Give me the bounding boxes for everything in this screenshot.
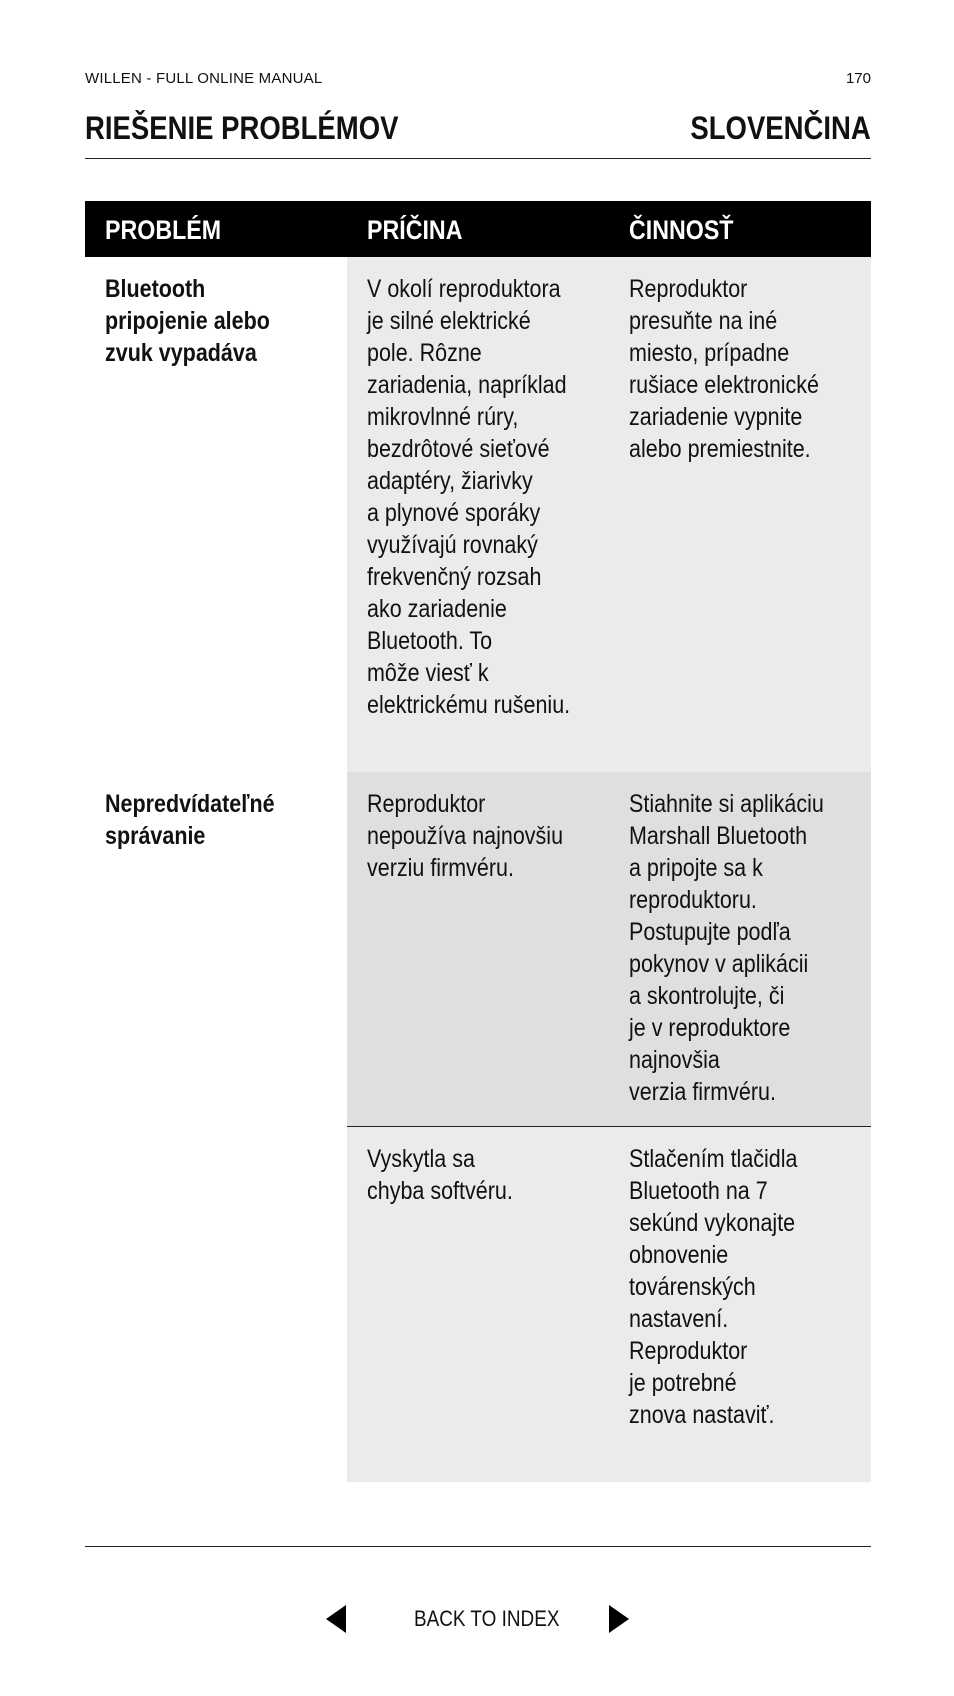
cell-text-line: továrenských (629, 1273, 756, 1301)
problem-cell (85, 257, 347, 772)
action-cell (609, 772, 871, 1126)
cell-text-line: Stiahnite si aplikáciu (629, 790, 824, 818)
cell-text-line: zvuk vypadáva (105, 339, 257, 367)
cause-cell (347, 257, 609, 772)
cause-cell (347, 1127, 609, 1482)
table-row (85, 257, 871, 772)
cell-text-line: pokynov v aplikácii (629, 950, 809, 978)
cell-text-line: presuňte na iné (629, 307, 778, 335)
cell-text-line: zariadenia, napríklad (367, 371, 567, 399)
cell-text-line: chyba softvéru. (367, 1177, 513, 1205)
cell-text-line: pole. Rôzne (367, 339, 482, 367)
triangle-right-icon[interactable] (609, 1605, 629, 1633)
cell-text-line: Bluetooth (105, 275, 206, 303)
cell-text-line: rušiace elektronické (629, 371, 820, 399)
cell-text-line: znova nastaviť. (629, 1401, 775, 1429)
action-cell (609, 1127, 871, 1482)
cell-text-line: zariadenie vypnite (629, 403, 803, 431)
cell-text-line: nepoužíva najnovšiu (367, 822, 564, 850)
cell-text-line: Stlačením tlačidla (629, 1145, 798, 1173)
cell-text-line: a pripojte sa k (629, 854, 763, 882)
cell-text-line: Bluetooth na 7 (629, 1177, 768, 1205)
cell-text-line: Bluetooth. To (367, 627, 493, 655)
cell-text-line: miesto, prípadne (629, 339, 790, 367)
cell-text-line: pripojenie alebo (105, 307, 270, 335)
cell-text-line: Nepredvídateľné (105, 790, 275, 818)
cell-text-line: bezdrôtové sieťové (367, 435, 550, 463)
action-cell (609, 257, 871, 772)
cell-text-line: Vyskytla sa (367, 1145, 475, 1173)
sub-rows (347, 772, 871, 1482)
cell-text-line: Reproduktor (629, 1337, 748, 1365)
cell-text-line: obnovenie (629, 1241, 729, 1269)
cell-text-line: adaptéry, žiarivky (367, 467, 533, 495)
cell-text-line: Reproduktor (367, 790, 486, 818)
cell-text-line: je silné elektrické (367, 307, 531, 335)
cell-text-line: je v reproduktore (629, 1014, 791, 1042)
cell-text-line: V okolí reproduktora (367, 275, 561, 303)
cell-text-line: verzia firmvéru. (629, 1078, 776, 1106)
page-number: 170 (845, 70, 871, 87)
table-row (347, 1127, 871, 1482)
cell-text-line: Marshall Bluetooth (629, 822, 808, 850)
cell-text-line: a plynové sporáky (367, 499, 541, 527)
cause-cell (347, 772, 609, 1126)
cell-text-line: správanie (105, 822, 206, 850)
column-header-action: ČINNOSŤ (629, 215, 734, 245)
table-row-group (85, 772, 871, 1482)
cell-text-line: elektrickému rušeniu. (367, 691, 571, 719)
table-row (347, 772, 871, 1126)
cell-text-line: ako zariadenie (367, 595, 507, 623)
footer-divider (85, 1546, 871, 1547)
column-header-problem: PROBLÉM (105, 215, 222, 245)
cell-text-line: Reproduktor (629, 275, 748, 303)
header-divider (85, 158, 871, 159)
section-title: RIEŠENIE PROBLÉMOV (85, 110, 399, 146)
cell-text-line: nastavení. (629, 1305, 729, 1333)
cell-text-line: mikrovlnné rúry, (367, 403, 519, 431)
table-header-row (85, 201, 871, 257)
problem-cell (85, 772, 347, 1482)
cell-text-line: sekúnd vykonajte (629, 1209, 796, 1237)
column-header-cause: PRÍČINA (367, 215, 463, 245)
triangle-left-icon[interactable] (326, 1605, 346, 1633)
cell-text-line: frekvenčný rozsah (367, 563, 542, 591)
cell-text-line: najnovšia (629, 1046, 720, 1074)
troubleshooting-table (85, 201, 871, 1482)
cell-text-line: Postupujte podľa (629, 918, 791, 946)
cell-text-line: je potrebné (629, 1369, 737, 1397)
cell-text-line: reproduktoru. (629, 886, 757, 914)
language-title: SLOVENČINA (690, 110, 871, 146)
manual-title: WILLEN - FULL ONLINE MANUAL (85, 70, 323, 87)
cell-text-line: a skontrolujte, či (629, 982, 785, 1010)
cell-text-line: verziu firmvéru. (367, 854, 514, 882)
cell-text-line: využívajú rovnaký (367, 531, 538, 559)
cell-text-line: alebo premiestnite. (629, 435, 811, 463)
back-to-index-link[interactable]: BACK TO INDEX (414, 1606, 560, 1631)
cell-text-line: môže viesť k (367, 659, 489, 687)
